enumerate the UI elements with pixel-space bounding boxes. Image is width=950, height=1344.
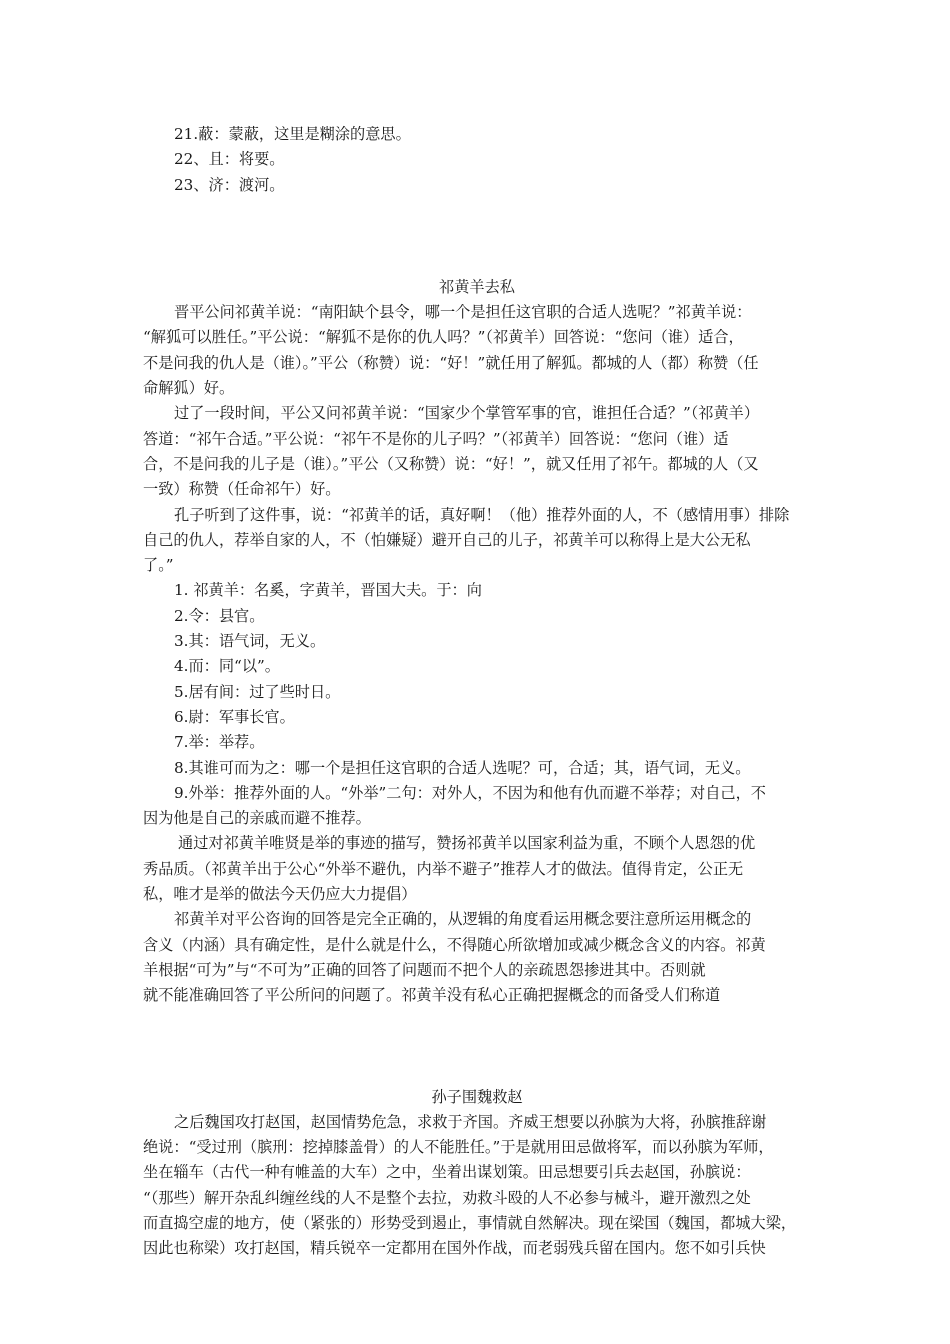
note-line: 23、济：渡河。 bbox=[174, 175, 285, 194]
section-body bbox=[143, 1110, 811, 1262]
text-line: 祁黄羊对平公咨询的回答是完全正确的，从逻辑的角度看运用概念要注意所运用概念的 bbox=[174, 910, 752, 929]
text-line: 2.令：县官。 bbox=[174, 606, 265, 625]
text-line: 一致）称赞（任命祁午）好。 bbox=[143, 480, 341, 499]
text-line: 孔子听到了这件事，说：“祁黄羊的话，真好啊！（他）推荐外面的人，不（感情用事）排除 bbox=[174, 505, 790, 524]
note-line: 22、且：将要。 bbox=[174, 150, 285, 169]
text-line: 1. 祁黄羊：名奚，字黄羊，晋国大夫。于：向 bbox=[174, 581, 482, 600]
text-line: 3.其：语气词，无义。 bbox=[174, 632, 326, 651]
text-line: 之后魏国攻打赵国，赵国情势危急，求救于齐国。齐威王想要以孙膑为大将，孙膑推辞谢 bbox=[174, 1112, 767, 1131]
text-line: 命解狐）好。 bbox=[143, 379, 235, 398]
text-line: 秀品质。（祁黄羊出于公心“外举不避仇，内举不避子”推荐人才的做法。值得肯定，公正无 bbox=[143, 859, 744, 878]
document-page bbox=[143, 122, 811, 1262]
spacer bbox=[143, 1009, 811, 1085]
text-line: 7.举：举荐。 bbox=[174, 733, 265, 752]
section-sunzi-weiwei-jiuzhao bbox=[143, 1085, 811, 1262]
text-line: “解狐可以胜任。”平公说：“解狐不是你的仇人吗？”（祁黄羊）回答说：“您问（谁）适合， bbox=[143, 328, 744, 347]
section-title: 孙子围魏救赵 bbox=[431, 1087, 523, 1106]
text-line: 坐在辎车（古代一种有帷盖的大车）之中，坐着出谋划策。田忌想要引兵去赵国，孙膑说： bbox=[143, 1163, 751, 1182]
section-body bbox=[143, 300, 811, 1008]
text-line: 合，不是问我的儿子是（谁）。”平公（又称赞）说：“好！”，就又任用了祁午。都城的人（又 bbox=[143, 454, 759, 473]
text-line: 羊根据“可为”与“不可为”正确的回答了问题而不把个人的亲疏恩怨掺进其中。否则就 bbox=[143, 960, 706, 979]
section-title: 祁黄羊去私 bbox=[439, 277, 515, 296]
text-line: 8.其谁可而为之：哪一个是担任这官职的合适人选呢？可，合适；其，语气词，无义。 bbox=[174, 758, 751, 777]
text-line: “（那些）解开杂乱纠缠丝线的人不是整个去拉，劝救斗殴的人不必参与械斗，避开激烈之处 bbox=[143, 1188, 751, 1207]
text-line: 答道：“祁午合适。”平公说：“祁午不是你的儿子吗？”（祁黄羊）回答说：“您问（谁）适 bbox=[143, 429, 729, 448]
text-line: 含义（内涵）具有确定性，是什么就是什么，不得随心所欲增加或减少概念含义的内容。祁黄 bbox=[143, 935, 766, 954]
text-line: 而直捣空虚的地方，使（紧张的）形势受到遏止，事情就自然解决。现在梁国（魏国，都城大梁， bbox=[143, 1213, 797, 1232]
note-line: 21.蔽：蒙蔽，这里是糊涂的意思。 bbox=[174, 125, 411, 143]
spacer bbox=[143, 198, 811, 275]
text-line: 过了一段时间，平公又问祁黄羊说：“国家少个掌管军事的官，谁担任合适？”（祁黄羊） bbox=[174, 404, 760, 423]
text-line: 9.外举：推荐外面的人。“外举”二句：对外人，不因为和他有仇而避不举荐；对自己，不 bbox=[174, 783, 766, 802]
text-line: 私，唯才是举的做法今天仍应大力提倡） bbox=[143, 885, 417, 904]
text-line: 了。” bbox=[143, 556, 174, 575]
top-notes bbox=[143, 122, 811, 198]
text-line: 因为他是自己的亲戚而避不推荐。 bbox=[143, 809, 371, 828]
text-line: 绝说：“受过刑（膑刑：挖掉膝盖骨）的人不能胜任。”于是就用田忌做将军，而以孙膑为军师， bbox=[143, 1138, 774, 1157]
text-line: 不是问我的仇人是（谁）。”平公（称赞）说：“好！”就任用了解狐。都城的人（都）称赞（任 bbox=[143, 353, 759, 372]
text-line: 就不能准确回答了平公所问的问题了。祁黄羊没有私心正确把握概念的而备受人们称道 bbox=[143, 986, 721, 1005]
text-line: 晋平公问祁黄羊说：“南阳缺个县令，哪一个是担任这官职的合适人选呢？”祁黄羊说： bbox=[174, 303, 752, 322]
text-line: 因此也称梁）攻打赵国，精兵锐卒一定都用在国外作战，而老弱残兵留在国内。您不如引兵快 bbox=[143, 1239, 766, 1258]
text-line: 自己的仇人，荐举自家的人，不（怕嫌疑）避开自己的儿子，祁黄羊可以称得上是大公无私 bbox=[143, 530, 751, 549]
text-line: 5.居有间：过了些时日。 bbox=[174, 682, 341, 701]
text-line: 4.而：同“以”。 bbox=[174, 657, 280, 676]
text-line: 6.尉：军事长官。 bbox=[174, 707, 295, 726]
section-qi-huangyang bbox=[143, 275, 811, 1009]
text-line: 通过对祁黄羊唯贤是举的事迹的描写，赞扬祁黄羊以国家利益为重，不顾个人恩怨的优 bbox=[178, 834, 756, 853]
